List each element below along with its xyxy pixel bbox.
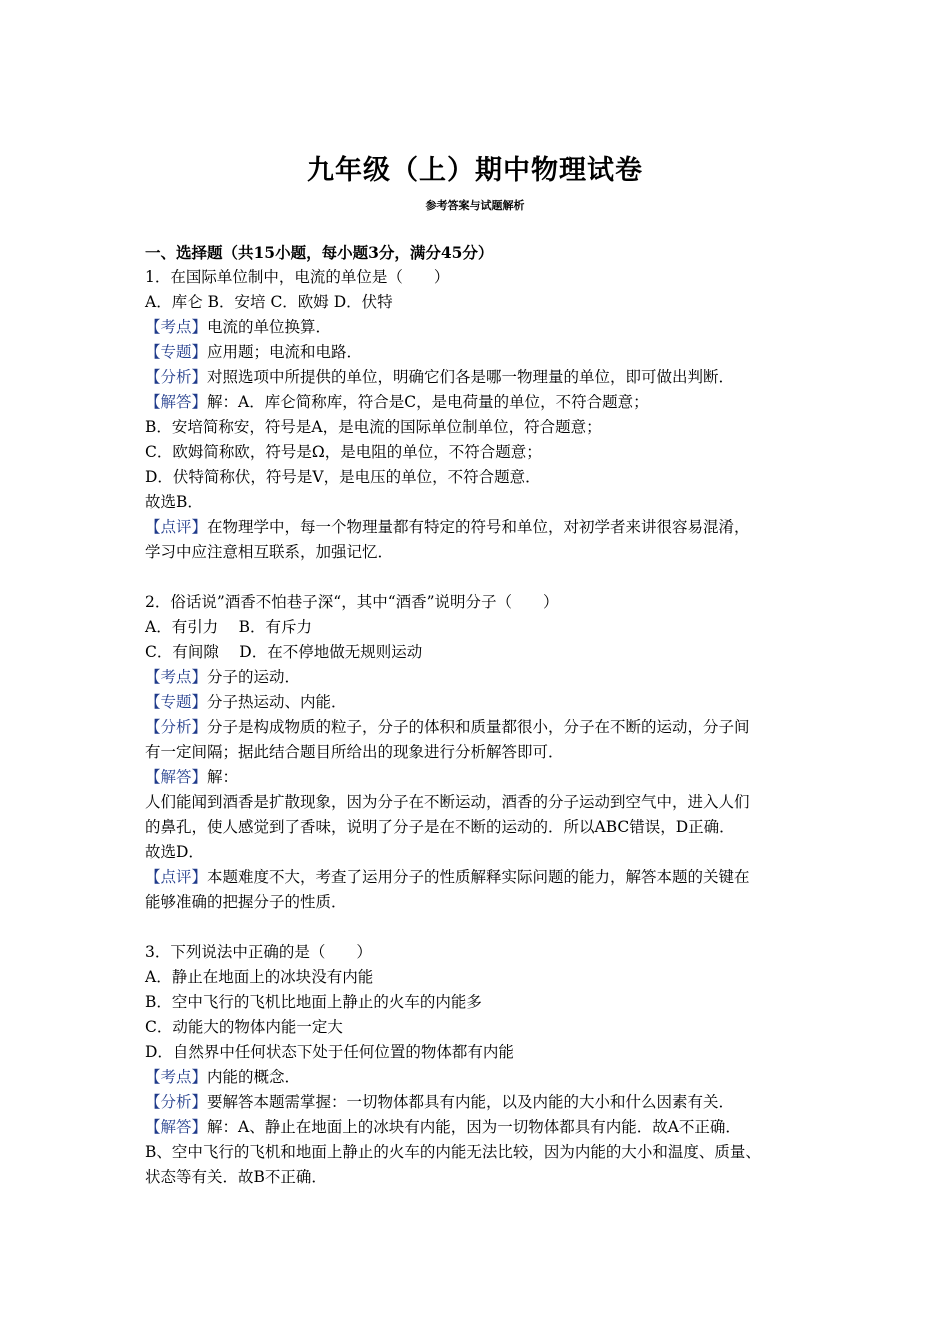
- question-1: [145, 265, 810, 565]
- dianping-tag: 【点评】: [145, 518, 208, 536]
- question-stem: 2．俗话说”酒香不怕巷子深“，其中“酒香”说明分子（ ）: [145, 593, 559, 611]
- jieda-line: D．伏特简称伏，符号是V，是电压的单位，不符合题意．: [145, 468, 541, 486]
- jieda-line: 人们能闻到酒香是扩散现象，因为分子在不断运动，酒香的分子运动到空气中，进入人们: [145, 793, 750, 811]
- dianping-text: 本题难度不大，考查了运用分子的性质解释实际问题的能力，解答本题的关键在: [207, 868, 750, 886]
- zhuanti-text: 分子热运动、内能．: [207, 693, 347, 711]
- answer-line: 故选D．: [145, 843, 204, 861]
- answer-line: 故选B．: [145, 493, 203, 511]
- question-option: A．静止在地面上的冰块没有内能: [145, 968, 374, 986]
- question-option: D．自然界中任何状态下处于任何位置的物体都有内能: [145, 1043, 514, 1061]
- kaodian-tag: 【考点】: [145, 668, 208, 686]
- fenxi-line: [145, 1090, 810, 1115]
- kaodian-text: 内能的概念．: [207, 1068, 301, 1086]
- jieda-line: [145, 1115, 810, 1140]
- kaodian-line: [145, 1065, 810, 1090]
- document-body: [145, 240, 810, 1190]
- question-option: B．空中飞行的飞机比地面上静止的火车的内能多: [145, 993, 482, 1011]
- kaodian-text: 分子的运动．: [207, 668, 301, 686]
- dianping-line: 能够准确的把握分子的性质．: [145, 893, 347, 911]
- question-options: A．有引力 B．有斥力: [145, 618, 313, 636]
- jieda-text: 解：: [207, 768, 239, 786]
- zhuanti-line: [145, 340, 810, 365]
- kaodian-line: [145, 315, 810, 340]
- fenxi-text: 对照选项中所提供的单位，明确它们各是哪一物理量的单位，即可做出判断．: [207, 368, 735, 386]
- dianping-line: [145, 515, 810, 540]
- dianping-line: [145, 865, 810, 890]
- jieda-text: 解：A、静止在地面上的冰块有内能，因为一切物体都具有内能．故A不正确．: [207, 1118, 741, 1136]
- zhuanti-tag: 【专题】: [145, 343, 208, 361]
- fenxi-tag: 【分析】: [145, 1093, 208, 1111]
- fenxi-text: 要解答本题需掌握：一切物体都具有内能，以及内能的大小和什么因素有关．: [207, 1093, 735, 1111]
- jieda-line: [145, 765, 810, 790]
- question-stem: 1．在国际单位制中，电流的单位是（ ）: [145, 268, 450, 286]
- spacer: [145, 915, 810, 940]
- dianping-line: 学习中应注意相互联系，加强记忆．: [145, 543, 394, 561]
- kaodian-line: [145, 665, 810, 690]
- jieda-line: C．欧姆简称欧，符号是Ω，是电阻的单位，不符合题意；: [145, 443, 542, 461]
- fenxi-tag: 【分析】: [145, 368, 208, 386]
- jieda-line: 状态等有关．故B不正确．: [145, 1168, 327, 1186]
- question-options: C．有间隙 D．在不停地做无规则运动: [145, 643, 423, 661]
- dianping-text: 在物理学中，每一个物理量都有特定的符号和单位，对初学者来讲很容易混淆，: [207, 518, 750, 536]
- question-stem: 3．下列说法中正确的是（ ）: [145, 943, 372, 961]
- question-2: [145, 590, 810, 915]
- fenxi-line: 有一定间隔；据此结合题目所给出的现象进行分析解答即可．: [145, 743, 564, 761]
- kaodian-text: 电流的单位换算．: [207, 318, 332, 336]
- zhuanti-tag: 【专题】: [145, 693, 208, 711]
- kaodian-tag: 【考点】: [145, 318, 208, 336]
- jieda-tag: 【解答】: [145, 768, 208, 786]
- page-title: 九年级（上）期中物理试卷: [307, 155, 643, 186]
- jieda-tag: 【解答】: [145, 1118, 208, 1136]
- kaodian-tag: 【考点】: [145, 1068, 208, 1086]
- jieda-line: 的鼻孔，使人感觉到了香味，说明了分子是在不断的运动的．所以ABC错误，D正确．: [145, 818, 735, 836]
- jieda-tag: 【解答】: [145, 393, 208, 411]
- page-subtitle: 参考答案与试题解析: [425, 199, 525, 212]
- jieda-line: [145, 390, 810, 415]
- question-options: A．库仑 B．安培 C．欧姆 D．伏特: [145, 293, 393, 311]
- spacer: [145, 565, 810, 590]
- zhuanti-text: 应用题；电流和电路．: [207, 343, 363, 361]
- jieda-line: B、空中飞行的飞机和地面上静止的火车的内能无法比较，因为内能的大小和温度、质量、: [145, 1143, 761, 1161]
- fenxi-line: [145, 715, 810, 740]
- dianping-tag: 【点评】: [145, 868, 208, 886]
- fenxi-tag: 【分析】: [145, 718, 208, 736]
- zhuanti-line: [145, 690, 810, 715]
- fenxi-line: [145, 365, 810, 390]
- jieda-text: 解：A．库仑简称库，符合是C，是电荷量的单位，不符合题意；: [207, 393, 649, 411]
- question-3: [145, 940, 810, 1190]
- jieda-line: B．安培简称安，符号是A，是电流的国际单位制单位，符合题意；: [145, 418, 602, 436]
- fenxi-text: 分子是构成物质的粒子，分子的体积和质量都很小，分子在不断的运动，分子间: [207, 718, 750, 736]
- section-heading: 一、选择题（共15小题，每小题3分，满分45分）: [145, 243, 494, 262]
- question-option: C．动能大的物体内能一定大: [145, 1018, 343, 1036]
